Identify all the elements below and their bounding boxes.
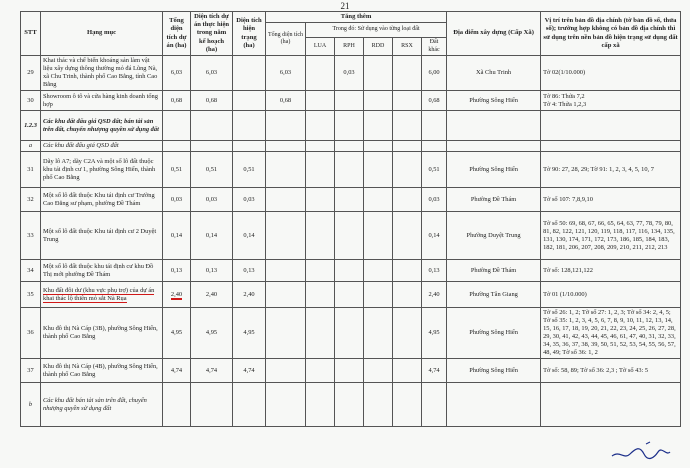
cell-lua — [306, 56, 335, 91]
cell-hien-trang — [233, 56, 266, 91]
cell-stt: 35 — [21, 282, 41, 308]
cell-vi-tri: Tờ 01 (1/10.000) — [541, 282, 681, 308]
cell-dia-diem: Phường Sông Hiến — [447, 308, 541, 359]
cell-rph — [335, 91, 364, 111]
cell-tong-tang — [266, 188, 306, 212]
cell-khac: 6,00 — [422, 56, 447, 91]
table-row — [21, 56, 681, 91]
table-row — [21, 359, 681, 383]
land-use-table — [20, 11, 681, 427]
header-current-area: Diện tích hiện trạng (ha) — [233, 12, 266, 56]
table-row — [21, 141, 681, 152]
cell-rph — [335, 260, 364, 282]
cell-thuc-hien: 0,68 — [191, 91, 233, 111]
cell-rph — [335, 308, 364, 359]
cell-rph — [335, 282, 364, 308]
cell-rsx — [393, 56, 422, 91]
cell-item — [41, 282, 163, 308]
underlined-total-area: 2,40 — [170, 290, 183, 298]
cell-lua — [306, 91, 335, 111]
cell-rph — [335, 111, 364, 141]
cell-dia-diem — [447, 141, 541, 152]
cell-rdd — [364, 188, 393, 212]
cell-tong: 4,95 — [163, 308, 191, 359]
table-row — [21, 111, 681, 141]
cell-rph — [335, 141, 364, 152]
cell-hien-trang — [233, 141, 266, 152]
cell-rdd — [364, 56, 393, 91]
cell-thuc-hien: 0,51 — [191, 152, 233, 188]
header-location: Địa điểm xây dựng (Cấp Xã) — [447, 12, 541, 56]
cell-item: Khu đô thị Nà Cáp (4B), phường Sông Hiến, thành phố Cao Bằng — [41, 359, 163, 383]
cell-khac: 4,95 — [422, 308, 447, 359]
cell-tong-tang — [266, 212, 306, 260]
cell-hien-trang — [233, 383, 266, 427]
cell-rdd — [364, 91, 393, 111]
cell-dia-diem — [447, 383, 541, 427]
cell-item: Showroom ô tô và cửa hàng kinh doanh tổng hợp — [41, 91, 163, 111]
table-row — [21, 91, 681, 111]
cell-tong-tang: 6,03 — [266, 56, 306, 91]
underlined-item-text: Khu đất đôi dư (khu vực phụ trợ) của dự án khai thác lộ thiên mỏ sắt Nà Rụa — [43, 286, 155, 302]
cell-khac: 4,74 — [422, 359, 447, 383]
cell-item: Một số lô đất thuộc Khu tái định cư 2 Duyệt Trung — [41, 212, 163, 260]
cell-rsx — [393, 141, 422, 152]
cell-rdd — [364, 282, 393, 308]
cell-tong-tang: 0,68 — [266, 91, 306, 111]
cell-stt: 37 — [21, 359, 41, 383]
cell-khac: 0,68 — [422, 91, 447, 111]
cell-thuc-hien: 2,40 — [191, 282, 233, 308]
cell-vi-tri: Tờ số 50: 69, 68, 67, 66, 65, 64, 63, 77, 78, 79, 80, 81, 82, 122, 121, 120, 119, 118, 117, 116, 134, 135, 131, 130, 174, 171, 172, 173, 186, 185, 184, 183, 182, 181, 206, 207, 208, 209, 210, 211, 212, 213 — [541, 212, 681, 260]
cell-rdd — [364, 383, 393, 427]
cell-rsx — [393, 359, 422, 383]
cell-item: Các khu đất đấu giá QSD đất; bán tài sản trên đất, chuyển nhượng quyền sử dụng đất — [41, 111, 163, 141]
cell-thuc-hien — [191, 111, 233, 141]
cell-hien-trang: 4,95 — [233, 308, 266, 359]
cell-stt: 29 — [21, 56, 41, 91]
cell-hien-trang: 0,03 — [233, 188, 266, 212]
cell-lua — [306, 111, 335, 141]
header-item: Hạng mục — [41, 12, 163, 56]
cell-rsx — [393, 282, 422, 308]
cell-lua — [306, 308, 335, 359]
cell-hien-trang: 0,51 — [233, 152, 266, 188]
cell-rdd — [364, 152, 393, 188]
cell-thuc-hien: 4,74 — [191, 359, 233, 383]
cell-lua — [306, 212, 335, 260]
cell-tong: 0,68 — [163, 91, 191, 111]
header-other-land: Đất khác — [422, 38, 447, 56]
cell-rsx — [393, 260, 422, 282]
cell-tong: 6,03 — [163, 56, 191, 91]
cell-rsx — [393, 383, 422, 427]
cell-tong-tang — [266, 260, 306, 282]
cell-rdd — [364, 212, 393, 260]
cell-dia-diem: Phường Duyệt Trung — [447, 212, 541, 260]
cell-stt: 30 — [21, 91, 41, 111]
cell-khac — [422, 141, 447, 152]
cell-stt: 31 — [21, 152, 41, 188]
cell-stt: b — [21, 383, 41, 427]
cell-rph — [335, 212, 364, 260]
cell-rph — [335, 383, 364, 427]
table-row — [21, 383, 681, 427]
cell-dia-diem: Phường Sông Hiến — [447, 359, 541, 383]
cell-lua — [306, 282, 335, 308]
cell-rsx — [393, 308, 422, 359]
table-row — [21, 260, 681, 282]
cell-khac: 0,13 — [422, 260, 447, 282]
cell-tong-tang — [266, 141, 306, 152]
signature-icon — [610, 440, 680, 462]
cell-hien-trang: 0,13 — [233, 260, 266, 282]
cell-hien-trang: 4,74 — [233, 359, 266, 383]
table-row — [21, 152, 681, 188]
cell-khac: 2,40 — [422, 282, 447, 308]
cell-dia-diem: Phường Sông Hiến — [447, 91, 541, 111]
cell-stt: a — [21, 141, 41, 152]
cell-rph — [335, 188, 364, 212]
header-stt: STT — [21, 12, 41, 56]
cell-hien-trang — [233, 111, 266, 141]
header-lua: LUA — [306, 38, 335, 56]
cell-rdd — [364, 260, 393, 282]
cell-vi-tri — [541, 141, 681, 152]
header-increase: Tăng thêm — [266, 12, 447, 23]
cell-vi-tri: Tờ số: 128,121,122 — [541, 260, 681, 282]
cell-lua — [306, 152, 335, 188]
cell-item: Các khu đất đấu giá QSD đất — [41, 141, 163, 152]
cell-thuc-hien: 4,95 — [191, 308, 233, 359]
cell-khac: 0,03 — [422, 188, 447, 212]
cell-thuc-hien — [191, 383, 233, 427]
cell-thuc-hien: 6,03 — [191, 56, 233, 91]
cell-tong-tang — [266, 359, 306, 383]
cell-stt: 36 — [21, 308, 41, 359]
cell-dia-diem: Xã Chu Trinh — [447, 56, 541, 91]
cell-lua — [306, 141, 335, 152]
cell-rdd — [364, 111, 393, 141]
cell-tong — [163, 141, 191, 152]
header-rsx: RSX — [393, 38, 422, 56]
cell-rph — [335, 152, 364, 188]
cell-vi-tri — [541, 383, 681, 427]
cell-vi-tri: Tờ 90: 27, 28, 29; Tờ 91: 1, 2, 3, 4, 5, 10, 7 — [541, 152, 681, 188]
cell-hien-trang: 2,40 — [233, 282, 266, 308]
header-of-which: Trong đó: Sử dụng vào từng loại đất — [306, 23, 447, 38]
cell-vi-tri: Tờ 02(1/10.000) — [541, 56, 681, 91]
cell-item: Các khu đất bán tài sản trên đất, chuyển nhượng quyền sử dụng đất — [41, 383, 163, 427]
cell-tong: 0,03 — [163, 188, 191, 212]
cell-lua — [306, 260, 335, 282]
cell-tong — [163, 111, 191, 141]
cell-tong: 4,74 — [163, 359, 191, 383]
cell-stt: 32 — [21, 188, 41, 212]
header-total-increase: Tổng diện tích (ha) — [266, 23, 306, 56]
cell-lua — [306, 383, 335, 427]
table-row — [21, 282, 681, 308]
cell-item: Khu đô thị Nà Cáp (3B), phường Sông Hiến, thành phố Cao Bằng — [41, 308, 163, 359]
cell-rsx — [393, 188, 422, 212]
cell-rsx — [393, 111, 422, 141]
cell-khac: 0,14 — [422, 212, 447, 260]
cell-tong: 0,13 — [163, 260, 191, 282]
cell-dia-diem: Phường Đề Thám — [447, 188, 541, 212]
cell-vi-tri: Tờ số: 58, 89; Tờ số 36: 2,3 ; Tờ số 43: 5 — [541, 359, 681, 383]
cell-dia-diem — [447, 111, 541, 141]
cell-item: Khai thác và chế biến khoáng sản làm vật liệu xây dựng thông thường mỏ đá Lũng Nà, xã Chu Trinh, thành phố Cao Bằng, tỉnh Cao Bằng — [41, 56, 163, 91]
table-body — [21, 56, 681, 427]
cell-tong — [163, 282, 191, 308]
cell-vi-tri: Tờ 86: Thửa 7,2 Tờ 4: Thửa 1,2,3 — [541, 91, 681, 111]
cell-rdd — [364, 308, 393, 359]
header-map-position: Vị trí trên bản đồ địa chính (tờ bản đồ số, thửa số); trường hợp không có bản đồ địa chính thì sử dụng trên nền bản đồ hiện trạng sử dụng đất cấp xã — [541, 12, 681, 56]
cell-vi-tri: Tờ số 26: 1, 2; Tờ số 27: 1, 2, 3; Tờ số 34: 2, 4, 5; Tờ số 35: 1, 2, 3, 4, 5, 6, 7, 8, 9, 10, 11, 12, 13, 14, 15, 16, 17, 18, 19, 20, 21, 22, 23, 24, 25, 26, 27, 28, 29, 30, 41, 42, 43, 44, 45, 46, 61, 47, 40, 31, 32, 33, 34, 35, 36, 37, 38, 39, 50, 51, 52, 53, 54, 55, 56, 57, 48, 49; Tờ số 36: 1, 2 — [541, 308, 681, 359]
header-rdd: RDD — [364, 38, 393, 56]
cell-tong-tang — [266, 282, 306, 308]
cell-rdd — [364, 141, 393, 152]
header-total-area: Tổng diện tích dự án (ha) — [163, 12, 191, 56]
cell-vi-tri — [541, 111, 681, 141]
cell-dia-diem: Phường Đề Thám — [447, 260, 541, 282]
cell-khac — [422, 111, 447, 141]
cell-rsx — [393, 152, 422, 188]
cell-rph — [335, 359, 364, 383]
cell-rph: 0,03 — [335, 56, 364, 91]
cell-tong-tang — [266, 383, 306, 427]
cell-thuc-hien: 0,03 — [191, 188, 233, 212]
cell-thuc-hien: 0,14 — [191, 212, 233, 260]
cell-rsx — [393, 91, 422, 111]
cell-stt: 34 — [21, 260, 41, 282]
cell-khac — [422, 383, 447, 427]
table-row — [21, 308, 681, 359]
cell-hien-trang — [233, 91, 266, 111]
cell-tong — [163, 383, 191, 427]
cell-dia-diem: Phường Tân Giang — [447, 282, 541, 308]
table-row — [21, 212, 681, 260]
table-row — [21, 188, 681, 212]
header-rph: RPH — [335, 38, 364, 56]
cell-hien-trang: 0,14 — [233, 212, 266, 260]
cell-item: Một số lô đất thuộc Khu tái định cư Trường Cao Đẳng sư phạm, phường Đề Thám — [41, 188, 163, 212]
cell-item: Một số lô đất thuộc khu tái định cư khu Đồ Thị mới phường Đề Thám — [41, 260, 163, 282]
cell-rsx — [393, 212, 422, 260]
cell-thuc-hien — [191, 141, 233, 152]
cell-tong-tang — [266, 308, 306, 359]
cell-item: Dãy lô A7; dãy C2A và một số lô đất thuộc khu tái định cư 1, phường Sông Hiến, thành phố Cao Bằng — [41, 152, 163, 188]
cell-stt: 33 — [21, 212, 41, 260]
cell-vi-tri: Tờ số 107: 7,8,9,10 — [541, 188, 681, 212]
cell-thuc-hien: 0,13 — [191, 260, 233, 282]
cell-rdd — [364, 359, 393, 383]
cell-khac: 0,51 — [422, 152, 447, 188]
cell-lua — [306, 359, 335, 383]
cell-lua — [306, 188, 335, 212]
cell-tong-tang — [266, 111, 306, 141]
cell-dia-diem: Phường Sông Hiến — [447, 152, 541, 188]
cell-tong: 0,51 — [163, 152, 191, 188]
header-plan-area: Diện tích dự án thực hiện trong năm kế hoạch (ha) — [191, 12, 233, 56]
cell-tong: 0,14 — [163, 212, 191, 260]
cell-stt: 1.2.3 — [21, 111, 41, 141]
page-number: 21 — [340, 1, 350, 11]
cell-tong-tang — [266, 152, 306, 188]
